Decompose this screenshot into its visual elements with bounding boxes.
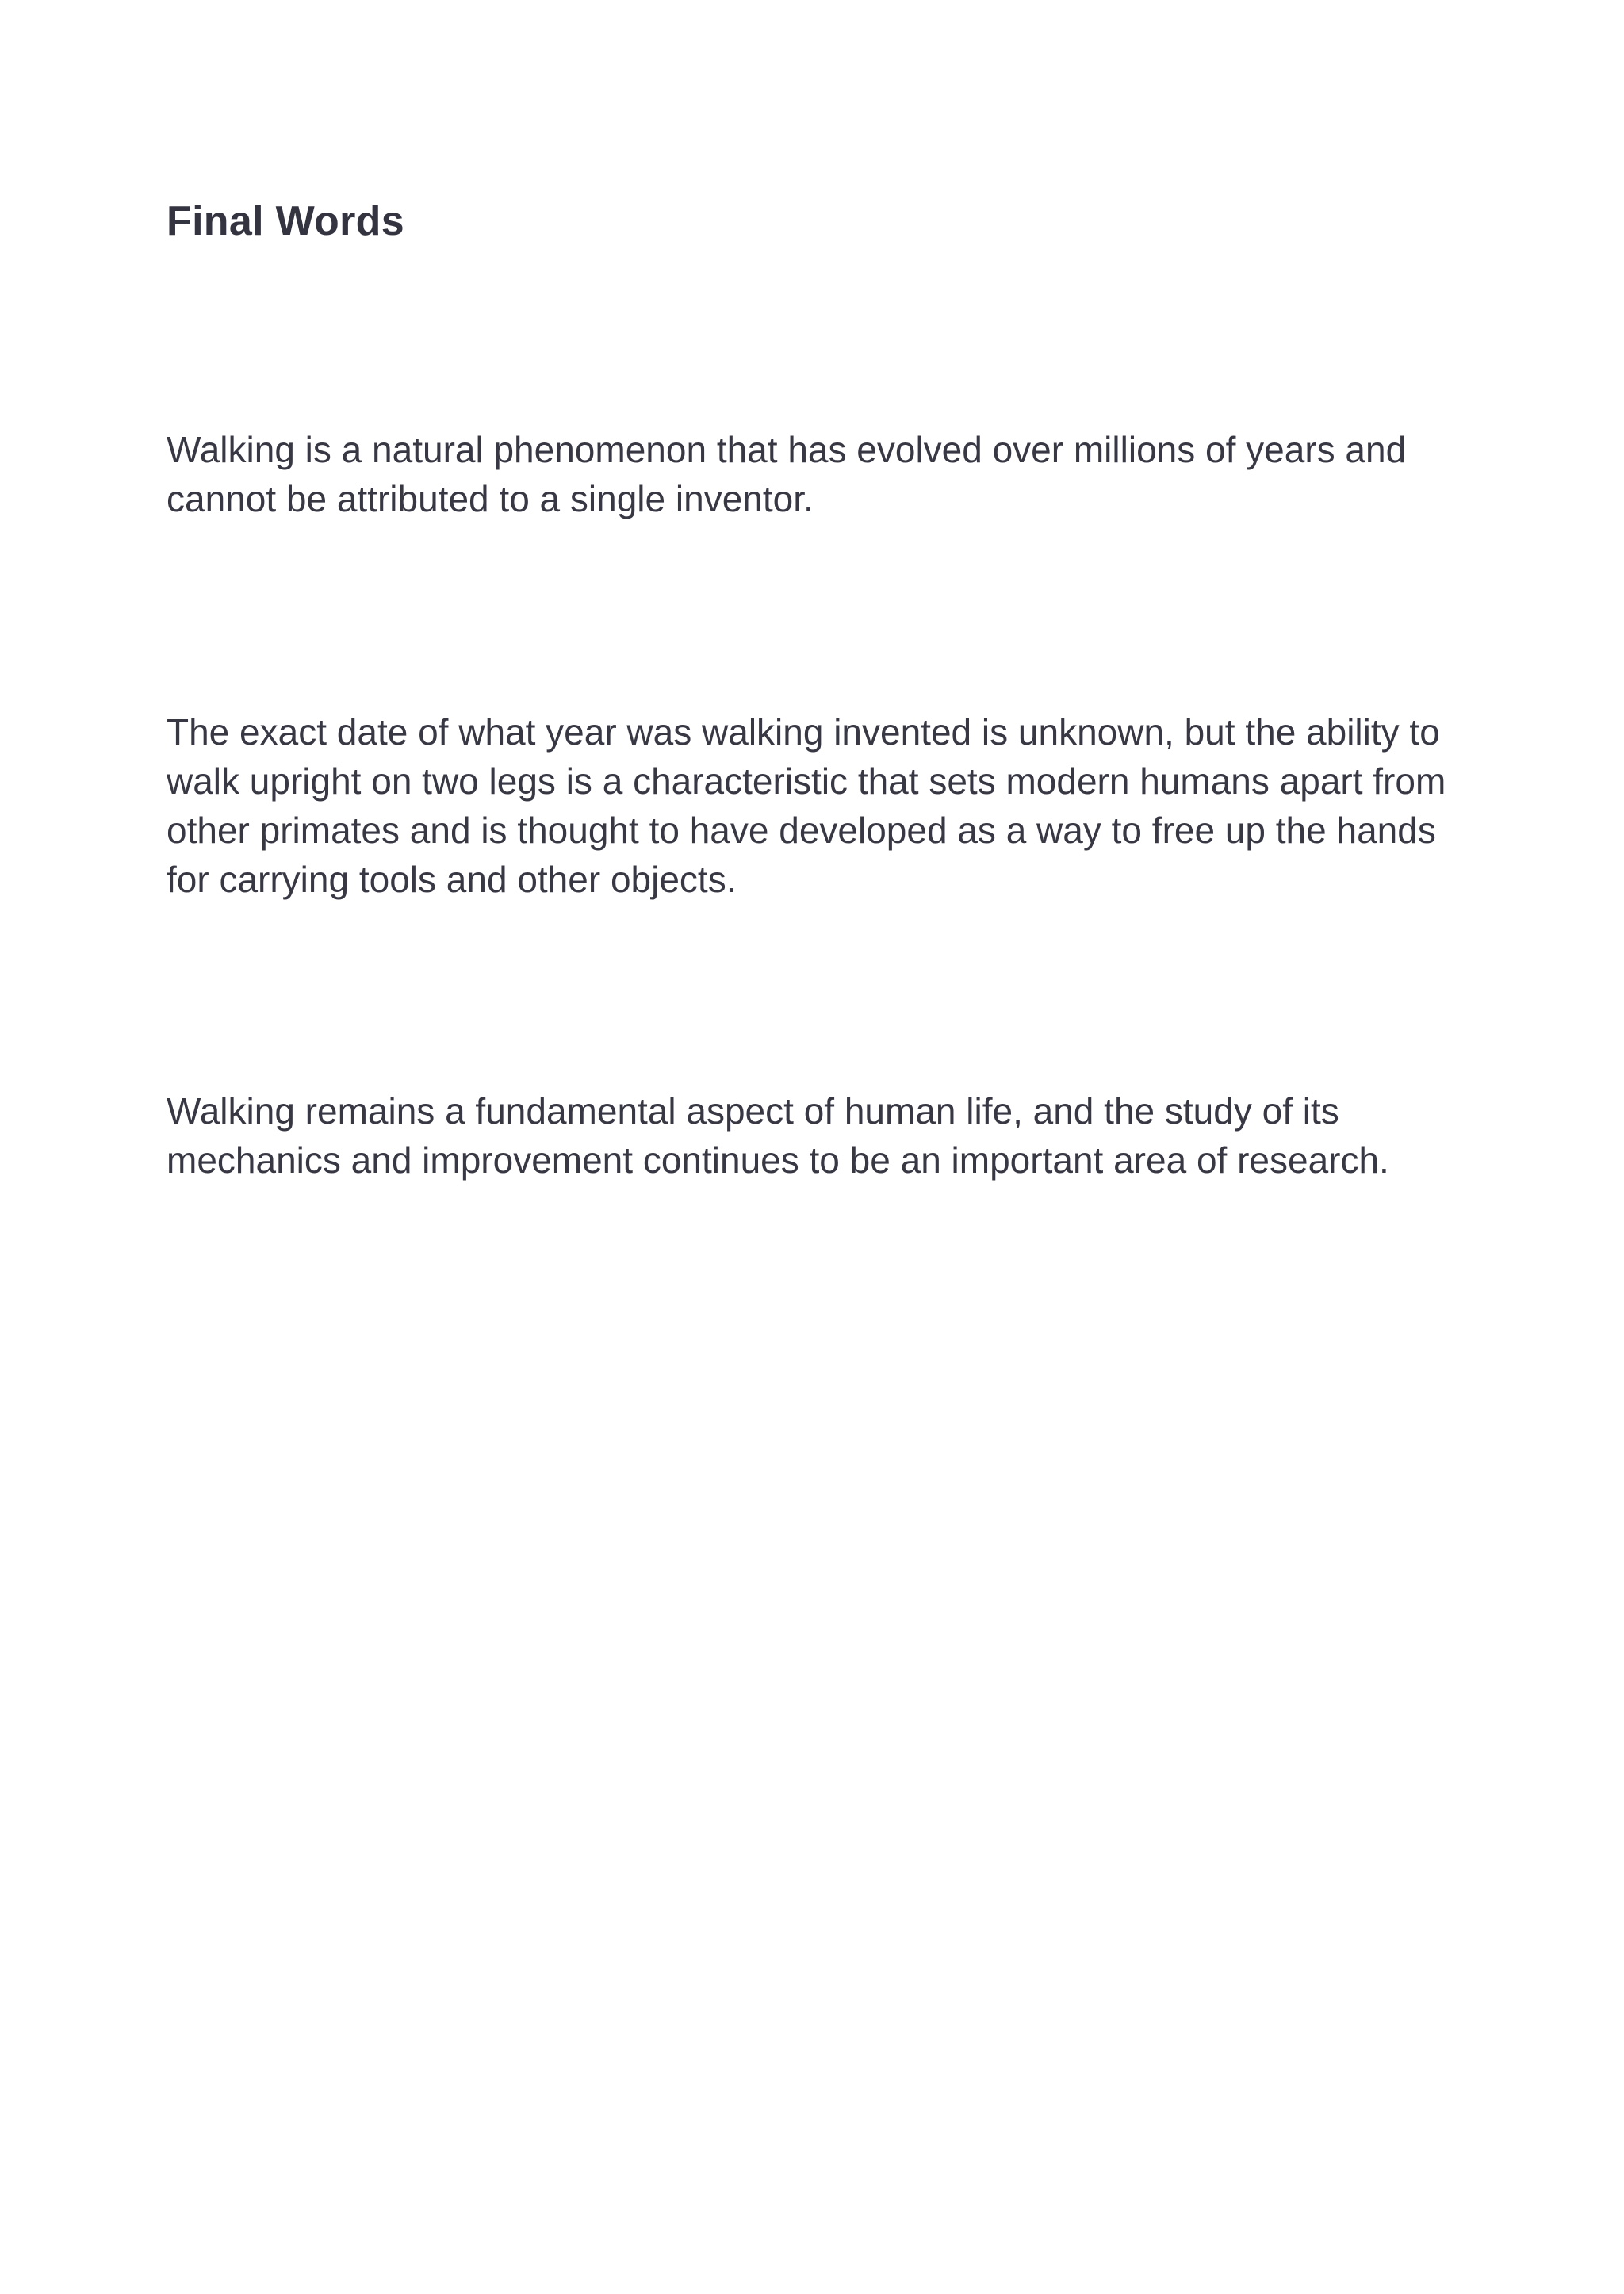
paragraph-2 bbox=[167, 707, 1515, 904]
page-title: Final Words bbox=[167, 198, 404, 244]
paragraph-line: other primates and is thought to have developed as a way to free up the hands bbox=[167, 810, 1436, 851]
paragraph-line: Walking is a natural phenomenon that has evolved over millions of years and bbox=[167, 429, 1407, 470]
paragraph-line: The exact date of what year was walking invented is unknown, but the ability to bbox=[167, 711, 1440, 753]
paragraph-line: mechanics and improvement continues to be an important area of research. bbox=[167, 1139, 1389, 1181]
paragraph-line: Walking remains a fundamental aspect of human life, and the study of its bbox=[167, 1090, 1339, 1132]
paragraph-1 bbox=[167, 425, 1515, 523]
paragraph-line: cannot be attributed to a single inventor. bbox=[167, 478, 814, 519]
paragraph-line: for carrying tools and other objects. bbox=[167, 859, 737, 900]
paragraph-3 bbox=[167, 1086, 1515, 1185]
paragraph-line: walk upright on two legs is a characteristic that sets modern humans apart from bbox=[167, 760, 1446, 802]
